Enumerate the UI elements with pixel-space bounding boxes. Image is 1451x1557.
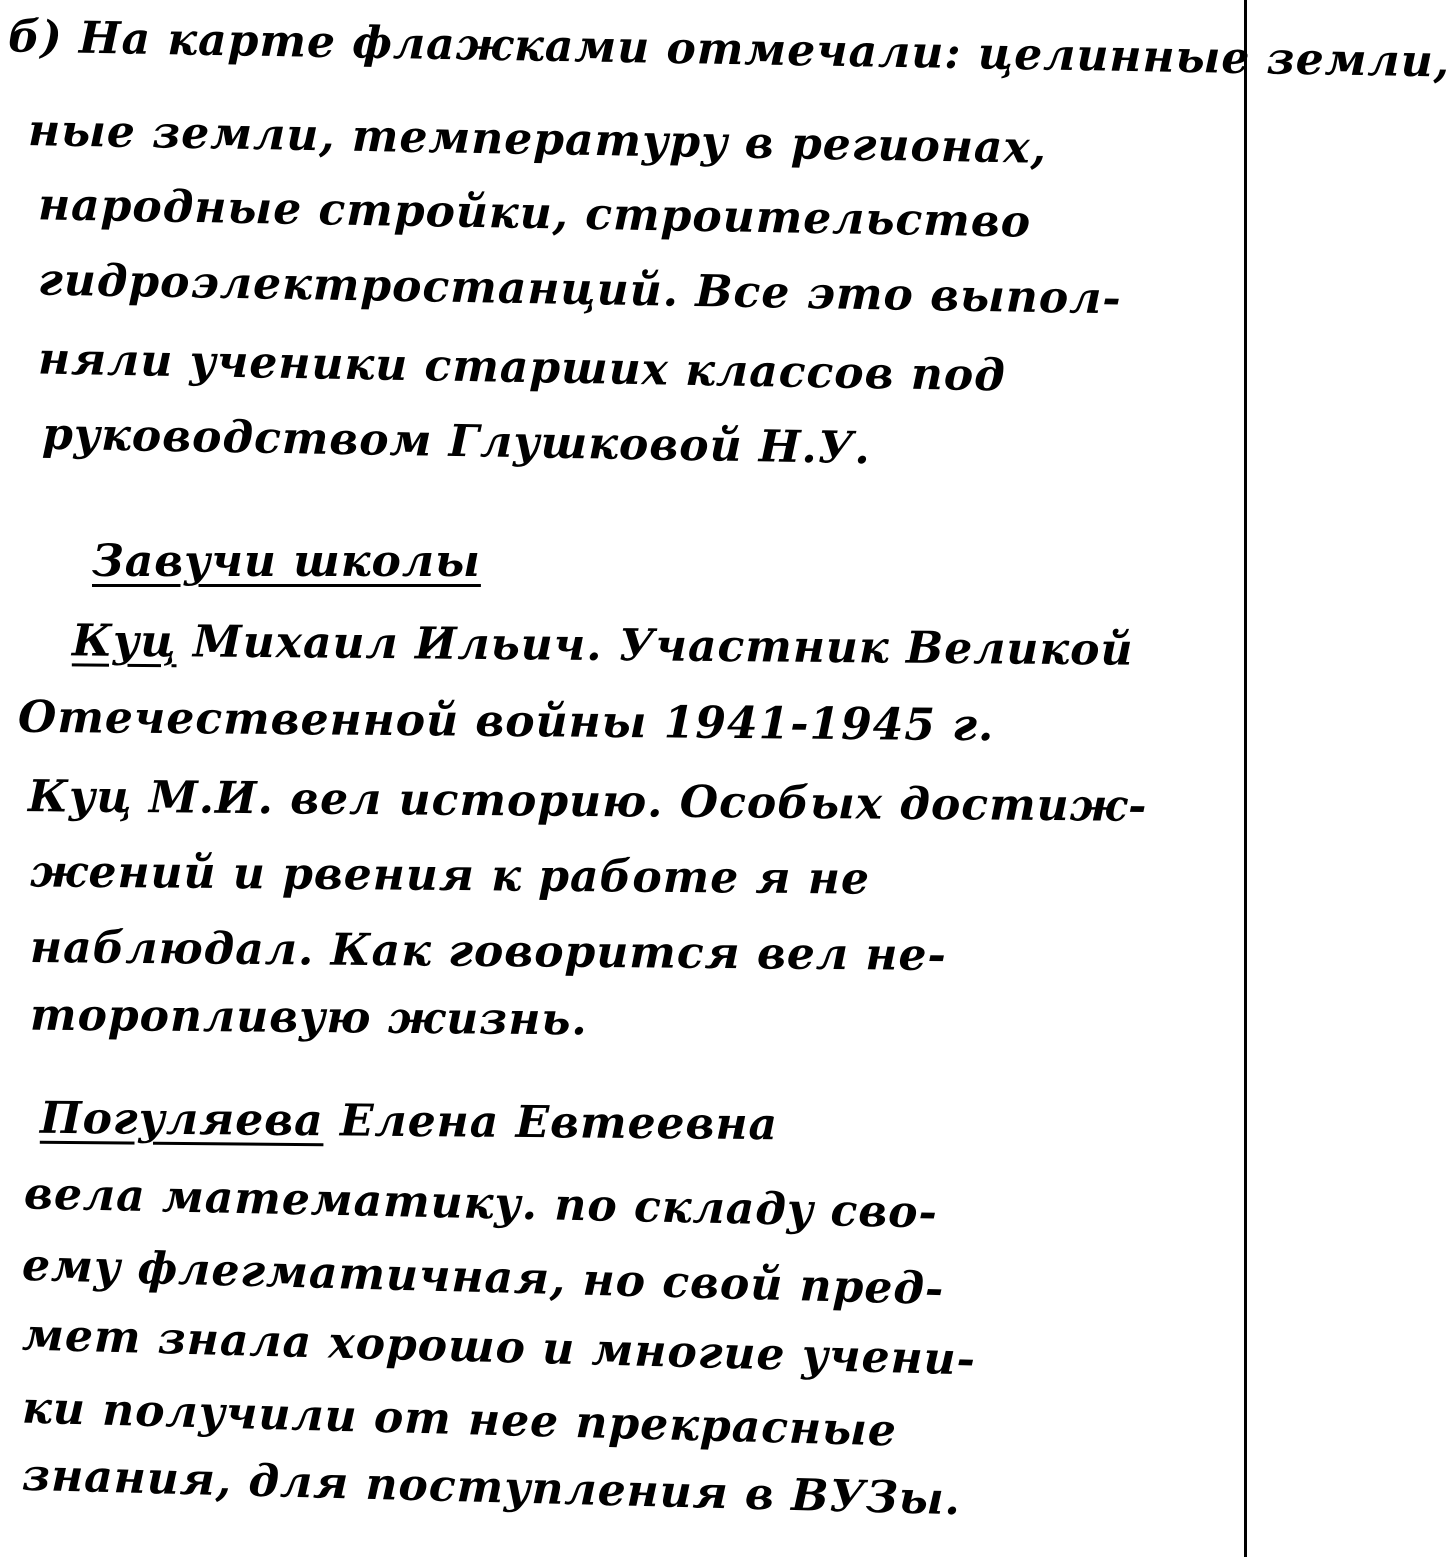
text-line: няли ученики старших классов под (37, 333, 1007, 402)
section-heading: Завучи школы (92, 536, 481, 587)
person-surname: Погуляева (39, 1092, 324, 1147)
text-line: наблюдал. Как говорится вел не- (29, 922, 947, 981)
person-name-rest: Михаил Ильич. Участник Великой (176, 616, 1134, 676)
person-surname: Куц (71, 615, 177, 668)
person-name-rest: Елена Евтеевна (323, 1095, 779, 1151)
text-line: ные земли, температуру в регионах, (27, 105, 1048, 174)
person-name-line (72, 613, 1134, 678)
text-line: вела математику. по складу сво- (23, 1168, 939, 1239)
person-name-line (40, 1091, 779, 1153)
text-line: ки получили от нее прекрасные (21, 1382, 898, 1457)
text-line: б) На карте флажками отмечали: целинные земли, (7, 11, 1451, 88)
text-line: руководством Глушковой Н.У. (41, 408, 872, 475)
text-line: Отечественной войны 1941-1945 г. (17, 691, 995, 752)
text-line: Куц М.И. вел историю. Особых достиж- (27, 771, 1148, 832)
margin-line (1244, 0, 1247, 1557)
text-line: гидроэлектростанций. Все это выпол- (37, 254, 1123, 325)
text-line: народные стройки, строительство (37, 179, 1032, 248)
text-line: торопливую жизнь. (29, 989, 588, 1046)
text-line: мет знала хорошо и многие учени- (21, 1309, 977, 1386)
text-line: жений и рвения к работе я не (29, 846, 871, 905)
text-line: знания, для поступления в ВУЗы. (21, 1449, 962, 1526)
text-line: ему флегматичная, но свой пред- (21, 1239, 945, 1316)
